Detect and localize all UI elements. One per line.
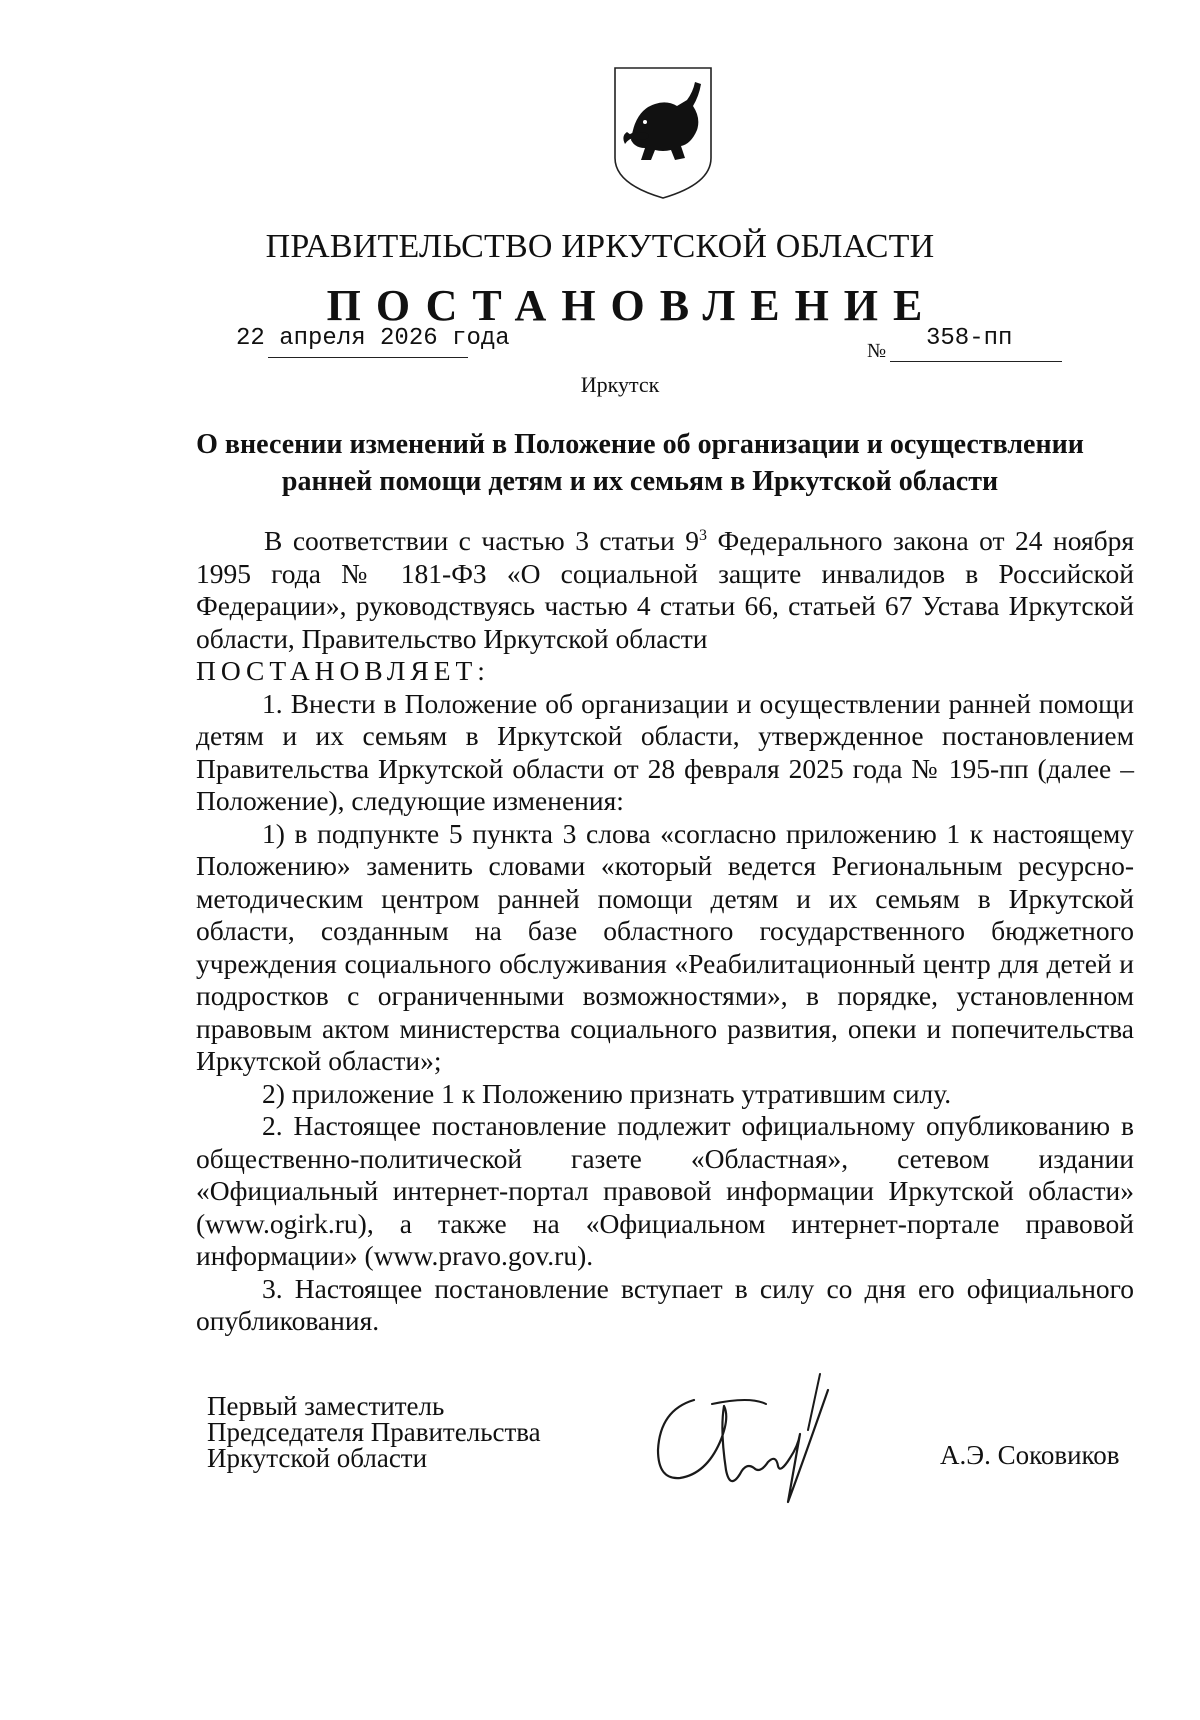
document-body bbox=[196, 525, 1134, 1338]
paragraph-1-item-2: 2) приложение 1 к Положению признать утратившим силу. bbox=[262, 1077, 952, 1109]
coat-of-arms-emblem bbox=[611, 66, 715, 200]
preamble-text-start: В соответствии с частью 3 статьи 9 bbox=[264, 525, 699, 556]
number-underline bbox=[890, 361, 1062, 362]
paragraph-2: 2. Настоящее постановление подлежит официальному опубликованию в общественно-политической газете «Областная», сетевом издании «Официальный интернет-портал правовой информации Иркутской области» (www.ogirk.ru), а также на «Официальном интернет-портале правовой информации» (www.pravo.gov.ru). bbox=[196, 1110, 1134, 1271]
preamble-text-end: Федерального закона от 24 ноября 1995 года № 181-ФЗ «О социальной защите инвалидов в Российской Федерации», руководствуясь частью 4 статьи 66, статьей 67 Устава Иркутской области, Правительство Иркутской области bbox=[196, 525, 1135, 654]
signatory-name: А.Э. Соковиков bbox=[940, 1440, 1120, 1470]
title-line-1: О внесении изменений в Положение об организации и осуществлении bbox=[196, 429, 1084, 460]
document-date: 22 апреля 2026 года bbox=[236, 325, 510, 352]
document-type-heading: ПОСТАНОВЛЕНИЕ bbox=[326, 281, 938, 330]
date-underline bbox=[268, 357, 468, 358]
paragraph-1-item-1: 1) в подпункте 5 пункта 3 слова «согласно приложению 1 к настоящему Положению» заменить словами «который ведется Региональным ресурсно-методическим центром ранней помощи детям и их семьям в Иркутской области, созданным на базе областного государственного бюджетного учреждения социального обслуживания «Реабилитационный центр для детей и подростков с ограниченными возможностями», в порядке, установленном правовым актом министерства социального развития, опеки и попечительства Иркутской области»; bbox=[196, 817, 1134, 1076]
number-sign: № bbox=[867, 340, 887, 362]
preamble-paragraph bbox=[196, 525, 1134, 655]
signatory-position-line-3: Иркутской области bbox=[207, 1443, 428, 1473]
handwritten-signature bbox=[650, 1370, 880, 1510]
signatory-position bbox=[207, 1393, 541, 1471]
document-number: 358-пп bbox=[926, 325, 1013, 352]
document-title bbox=[160, 426, 1120, 500]
resolves-heading: ПОСТАНОВЛЯЕТ: bbox=[196, 655, 490, 686]
article-superscript: 3 bbox=[698, 526, 707, 544]
signatory-position-line-2: Председателя Правительства bbox=[207, 1417, 541, 1447]
paragraph-3: 3. Настоящее постановление вступает в силу со дня его официального опубликования. bbox=[196, 1272, 1134, 1336]
government-name: ПРАВИТЕЛЬСТВО ИРКУТСКОЙ ОБЛАСТИ bbox=[265, 228, 935, 265]
paragraph-1: 1. Внести в Положение об организации и осуществлении ранней помощи детям и их семьям в Иркутской области, утвержденное постановлением Правительства Иркутской области от 28 февраля 2025 года № 195-пп (далее – Положение), следующие изменения: bbox=[196, 687, 1134, 816]
title-line-2: ранней помощи детям и их семьям в Иркутской области bbox=[281, 466, 999, 497]
signatory-position-line-1: Первый заместитель bbox=[207, 1391, 445, 1421]
document-city: Иркутск bbox=[580, 372, 660, 397]
